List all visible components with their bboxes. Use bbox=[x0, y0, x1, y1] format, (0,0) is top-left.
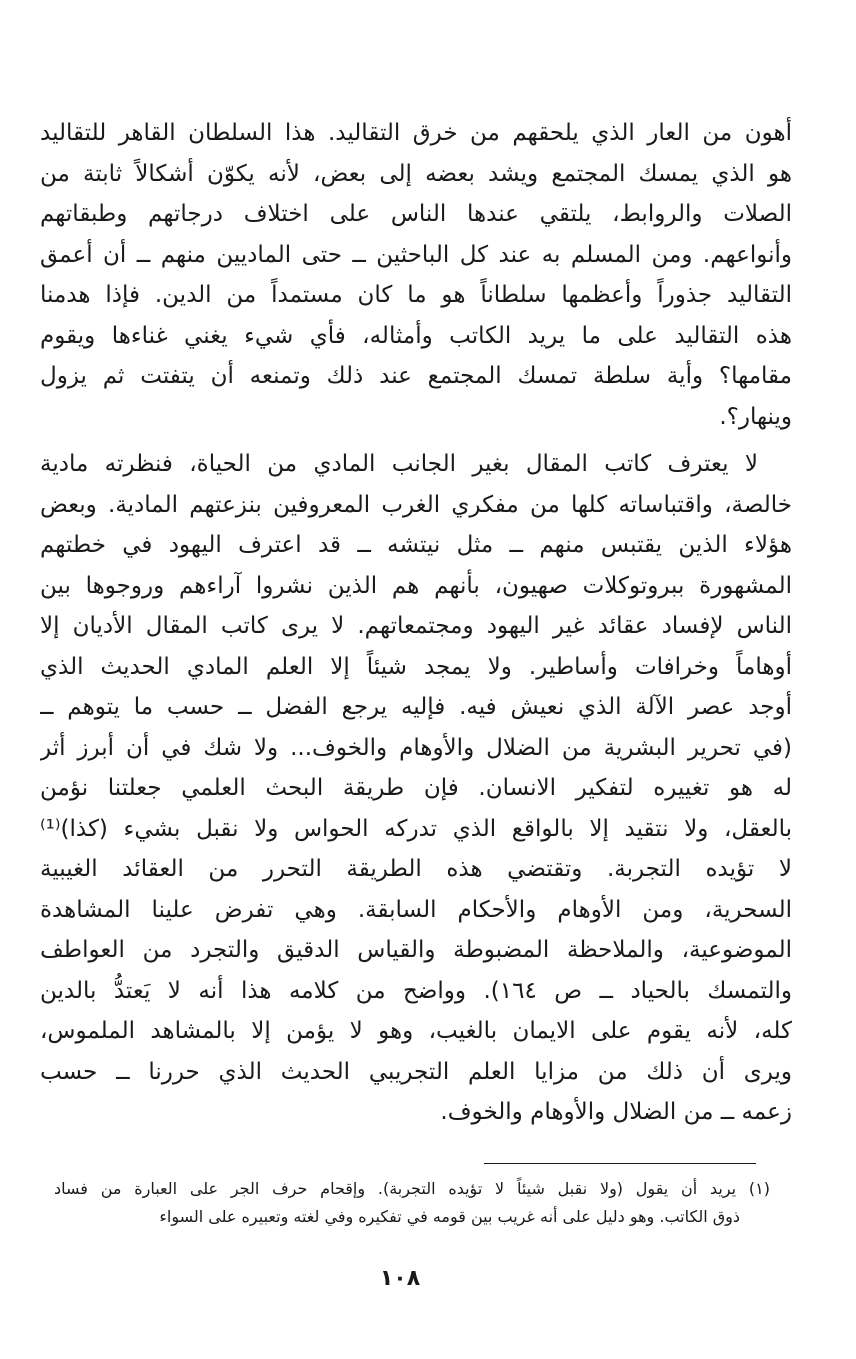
text-line: هذه التقاليد على ما يريد الكاتب وأمثاله، فأي شيء يغني غناءها ويقوم bbox=[40, 322, 792, 349]
text-line: كله، لأنه يقوم على الايمان بالغيب، وهو لا يؤمن إلا بالمشاهد الملموس، bbox=[40, 1018, 792, 1044]
text-line: أوهاماً وخرافات وأساطير. ولا يمجد شيئاً إلا العلم المادي الحديث الذي bbox=[40, 653, 792, 680]
text-line: زعمه ــ من الضلال والأوهام والخوف. bbox=[440, 1099, 792, 1125]
text-line: مقامها؟ وأية سلطة تمسك المجتمع عند ذلك وتمنعه أن يتفتت ثم يزول bbox=[40, 363, 792, 389]
text-line: المشهورة ببروتوكلات صهيون، بأنهم هم الذين نشروا آراءهم وروجوها بين bbox=[40, 572, 792, 599]
text-line: هؤلاء الذين يقتبس منهم ــ مثل نيتشه ــ قد اعترف اليهود في خطتهم bbox=[40, 532, 792, 558]
text-line: أهون من العار الذي يلحقهم من خرق التقاليد. هذا السلطان القاهر للتقاليد bbox=[40, 120, 792, 146]
text-line: الموضوعية، والملاحظة المضبوطة والقياس الدقيق والتجرد من العواطف bbox=[40, 937, 792, 963]
text-line: بالعقل، ولا نتقيد إلا بالواقع الذي تدركه الحواس ولا نقبل بشيء (كذا)⁽¹⁾ bbox=[40, 815, 792, 842]
text-line: الناس لإفساد عقائد غير اليهود ومجتمعاتهم. لا يرى كاتب المقال الأديان إلا bbox=[40, 613, 792, 639]
text-line: ويرى أن ذلك من مزايا العلم التجريبي الحديث الذي حررنا ــ حسب bbox=[40, 1058, 792, 1085]
paragraph-2 bbox=[40, 444, 792, 1133]
text-line: التقاليد جذوراً وأعظمها سلطاناً هو ما كان مستمداً من الدين. فإذا هدمنا bbox=[40, 282, 792, 308]
footnote bbox=[54, 1175, 770, 1231]
text-line: هو الذي يمسك المجتمع ويشد بعضه إلى بعض، لأنه يكوّن أشكالاً ثابتة من bbox=[40, 160, 792, 187]
text-line: لا يعترف كاتب المقال بغير الجانب المادي من الحياة، فنظرته مادية bbox=[40, 451, 758, 477]
text-line: (في تحرير البشرية من الضلال والأوهام والخوف... ولا شك في أن أبرز أثر bbox=[40, 734, 792, 761]
text-line: خالصة، واقتباساته كلها من مفكري الغرب المعروفين بنزعتهم المادية. وبعض bbox=[40, 491, 792, 518]
paragraph-1 bbox=[40, 113, 792, 437]
text-line: وينهار؟. bbox=[719, 403, 792, 430]
footnote-divider bbox=[484, 1163, 756, 1164]
text-line: وأنواعهم. ومن المسلم به عند كل الباحثين ــ حتى الماديين منهم ــ أن أعمق bbox=[40, 241, 792, 268]
text-line: له هو تغييره لتفكير الانسان. فإن طريقة البحث العلمي جعلتنا نؤمن bbox=[40, 775, 792, 801]
text-line: لا تؤيده التجربة. وتقتضي هذه الطريقة التحرر من العقائد الغيبية bbox=[40, 856, 792, 882]
footnote-line: ذوق الكاتب. وهو دليل على أنه غريب بين قومه في تفكيره وفي لغته وتعبيره على السواء bbox=[159, 1207, 740, 1226]
page-number: ١٠٨ bbox=[379, 1266, 421, 1291]
text-line: والتمسك بالحياد ــ ص ١٦٤). وواضح من كلامه هذا أنه لا يَعتدُّ بالدين bbox=[40, 977, 792, 1004]
text-line: أوجد عصر الآلة الذي نعيش فيه. فإليه يرجع الفضل ــ حسب ما يتوهم ــ bbox=[40, 694, 792, 720]
text-line: السحرية، ومن الأوهام والأحكام السابقة. وهي تفرض علينا المشاهدة bbox=[40, 896, 792, 923]
text-line: الصلات والروابط، يلتقي عندها الناس على اختلاف درجاتهم وطبقاتهم bbox=[40, 201, 792, 227]
footnote-line: (١) يريد أن يقول (ولا نقبل شيئاً لا تؤيده التجربة). وإقحام حرف الجر على العبارة من فساد bbox=[54, 1179, 770, 1198]
